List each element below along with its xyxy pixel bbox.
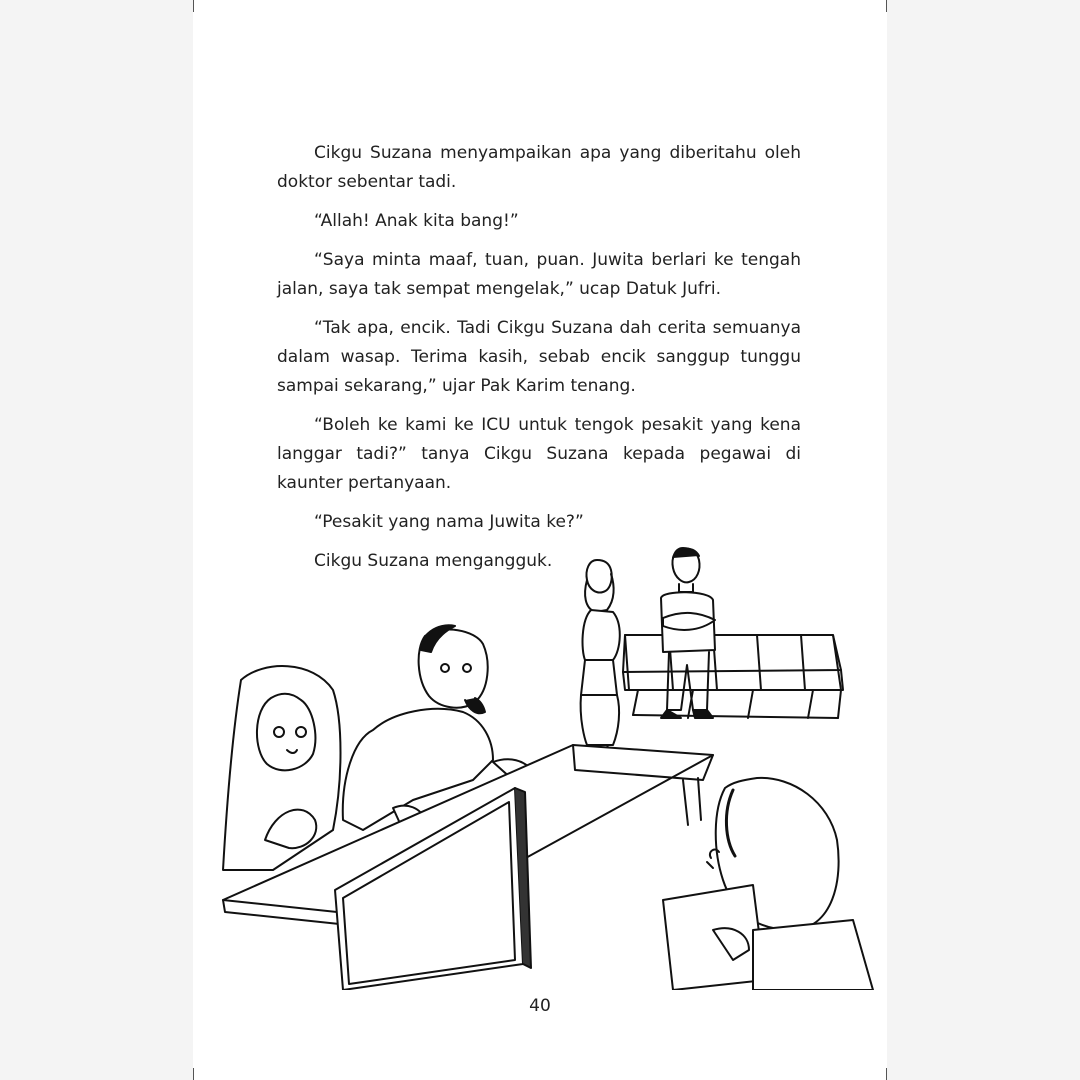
paragraph: “Saya minta maaf, tuan, puan. Juwita berlari ke tengah jalan, saya tak sempat mengelak,” ucap Datuk Jufri. [277, 250, 801, 299]
waiting-chairs [623, 635, 843, 718]
page-number: 40 [529, 996, 551, 1016]
page-edge-mark [193, 1068, 194, 1080]
standing-woman [581, 560, 621, 755]
paragraph: “Allah! Anak kita bang!” [314, 211, 519, 231]
page-edge-mark [886, 1068, 887, 1080]
standing-man [661, 548, 715, 718]
paragraph: “Boleh ke kami ke ICU untuk tengok pesakit yang kena langgar tadi?” tanya Cikgu Suzana kepada pegawai di kaunter pertanyaan. [277, 415, 801, 493]
hospital-counter-illustration [193, 540, 887, 990]
receptionist [663, 778, 873, 990]
page-edge-mark [193, 0, 194, 12]
story-text [277, 139, 801, 586]
page-edge-mark [886, 0, 887, 12]
paragraph: “Tak apa, encik. Tadi Cikgu Suzana dah cerita semuanya dalam wasap. Terima kasih, sebab encik sanggup tunggu sampai sekarang,” ujar Pak Karim tenang. [277, 318, 801, 396]
book-page [193, 0, 887, 1080]
paragraph: “Pesakit yang nama Juwita ke?” [314, 512, 584, 532]
paragraph: Cikgu Suzana mengangguk. [314, 551, 553, 571]
paragraph: Cikgu Suzana menyampaikan apa yang diberitahu oleh doktor sebentar tadi. [277, 143, 801, 192]
elderly-woman [223, 666, 341, 870]
